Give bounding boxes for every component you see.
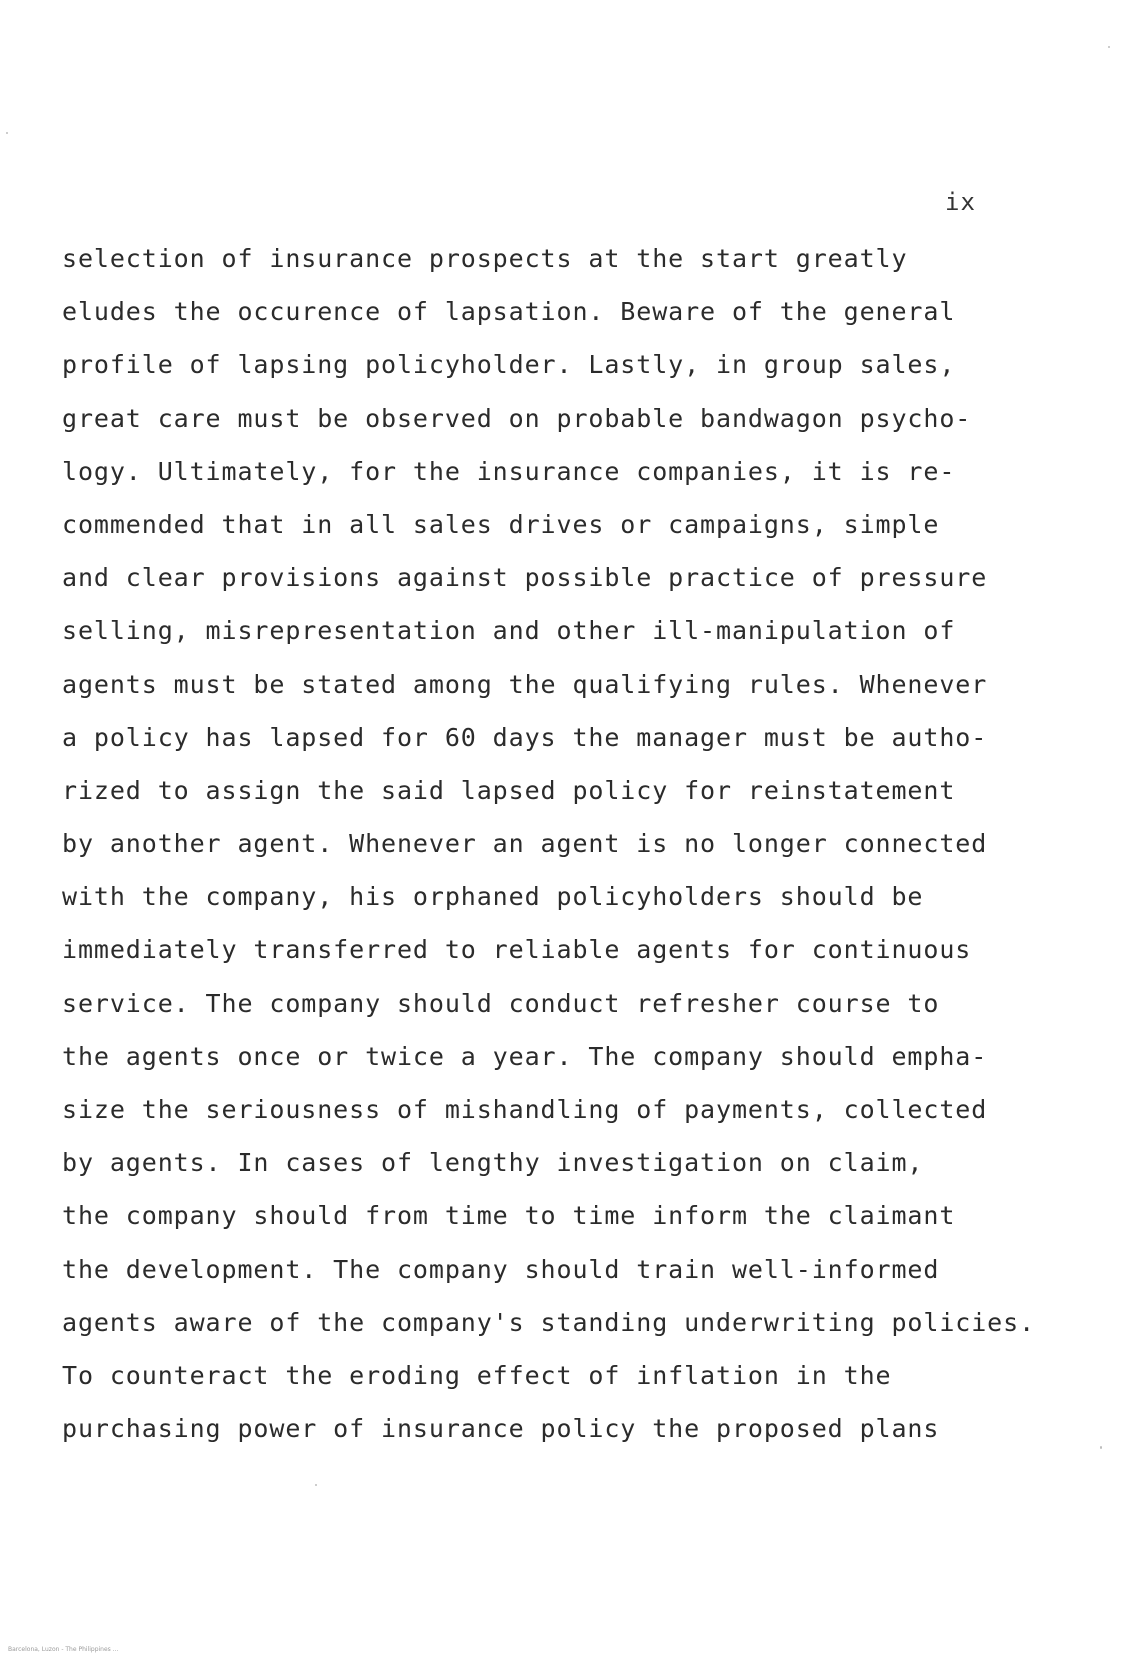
text-line: commended that in all sales drives or campaigns, simple	[62, 509, 940, 539]
text-line: the agents once or twice a year. The company should empha-	[62, 1041, 988, 1071]
text-line: service. The company should conduct refresher course to	[62, 988, 940, 1018]
text-line: by another agent. Whenever an agent is no longer connected	[62, 829, 988, 859]
text-line: the company should from time to time inform the claimant	[62, 1201, 956, 1231]
text-line: and clear provisions against possible practice of pressure	[62, 563, 988, 593]
text-line: agents must be stated among the qualifying rules. Whenever	[62, 669, 988, 699]
text-line: rized to assign the said lapsed policy for reinstatement	[62, 775, 956, 805]
text-line: profile of lapsing policyholder. Lastly, in group sales,	[62, 350, 956, 380]
scan-speck	[1100, 1446, 1102, 1449]
scan-speck	[315, 1484, 317, 1486]
text-line: by agents. In cases of lengthy investigation on claim,	[62, 1148, 924, 1178]
text-line: size the seriousness of mishandling of payments, collected	[62, 1095, 988, 1124]
text-line: purchasing power of insurance policy the proposed plans	[62, 1414, 940, 1444]
text-line: agents aware of the company's standing underwriting policies.	[62, 1307, 1036, 1337]
text-line: the development. The company should train well-informed	[62, 1254, 940, 1284]
text-line: logy. Ultimately, for the insurance companies, it is re-	[62, 456, 956, 486]
text-line: To counteract the eroding effect of inflation in the	[62, 1360, 892, 1390]
footer-text: Barcelona, Luzon - The Philippines ...	[8, 1646, 119, 1653]
text-line: selection of insurance prospects at the start greatly	[62, 244, 908, 273]
page-number: ix	[945, 188, 976, 216]
text-line: a policy has lapsed for 60 days the manager must be autho-	[62, 722, 988, 752]
scan-speck	[6, 132, 8, 134]
scan-speck	[1108, 46, 1110, 48]
text-line: with the company, his orphaned policyholders should be	[62, 882, 924, 912]
text-line: selling, misrepresentation and other ill-manipulation of	[62, 616, 956, 646]
text-line: immediately transferred to reliable agents for continuous	[62, 935, 972, 965]
text-line: eludes the occurence of lapsation. Beware of the general	[62, 297, 956, 327]
text-line: great care must be observed on probable bandwagon psycho-	[62, 403, 972, 433]
body-text	[62, 232, 1082, 1455]
